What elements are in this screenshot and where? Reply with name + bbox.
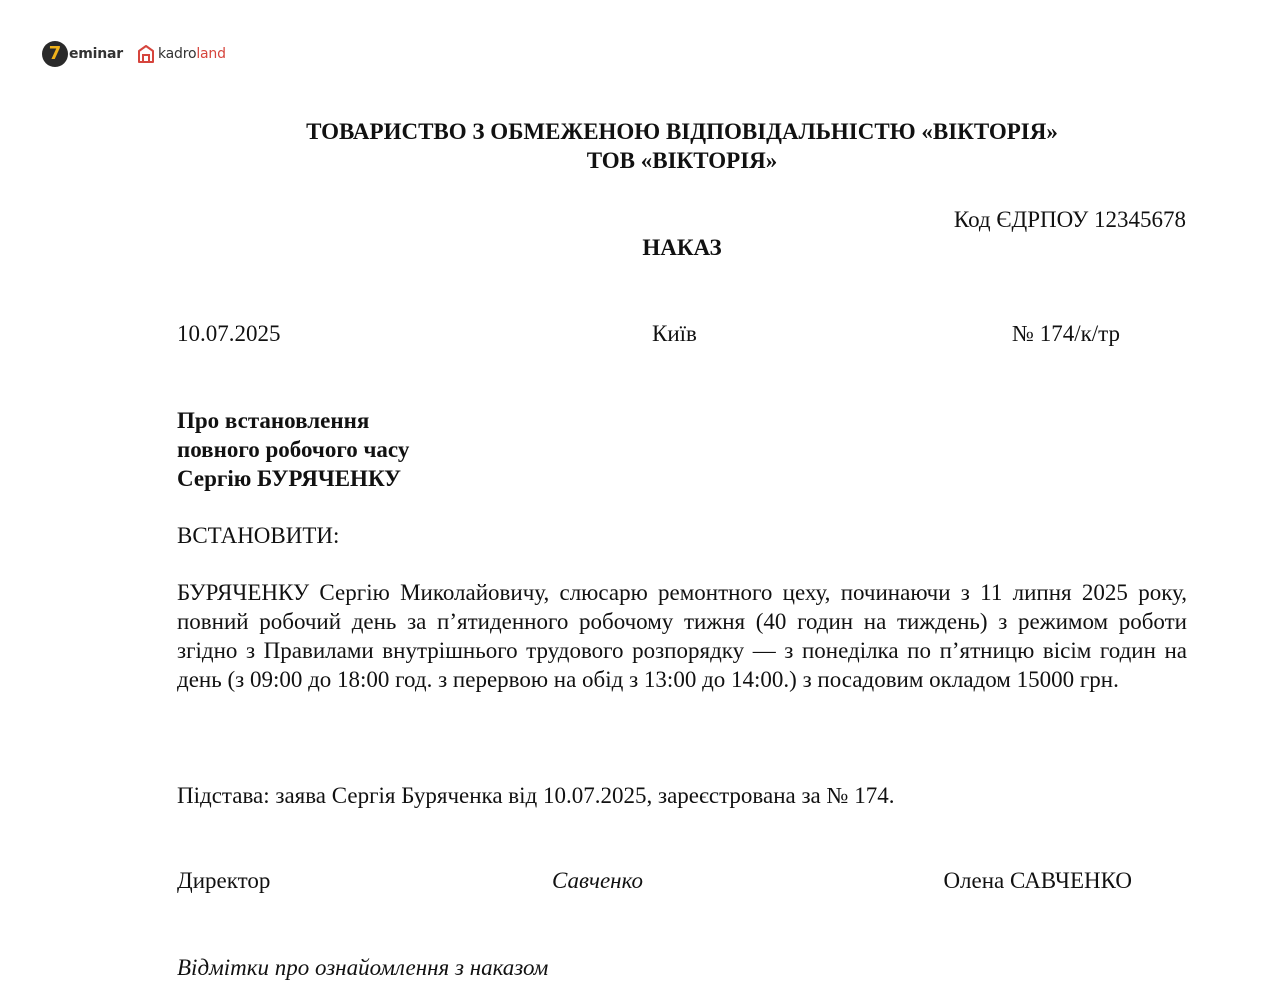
kadroland-logo-text [158,46,226,62]
document-subject [177,406,677,493]
signatory-position: Директор [177,868,271,893]
org-full-name: ТОВАРИСТВО З ОБМЕЖЕНОЮ ВІДПОВІДАЛЬНІСТЮ «ВІКТОРІЯ» [306,119,1058,144]
subject-line-2: повного робочого часу [177,437,410,462]
signatory-name: Олена САВЧЕНКО [943,868,1132,893]
kadroland-logo [137,44,226,64]
document-date: 10.07.2025 [177,321,281,346]
subject-line-1: Про встановлення [177,408,370,433]
directive-label: ВСТАНОВИТИ: [177,523,340,548]
subject-line-3: Сергію БУРЯЧЕНКУ [177,466,402,491]
kadroland-logo-text-b: land [196,46,226,62]
logo-row [42,40,226,68]
seminar-logo [42,41,123,67]
org-short-name: ТОВ «ВІКТОРІЯ» [586,148,778,173]
order-basis: Підстава: заява Сергія Буряченка від 10.07.2025, зареєстрована за № 174. [177,783,895,808]
seminar-logo-text: eminar [69,46,124,62]
acknowledgement-note: Відмітки про ознайомлення з наказом [177,955,549,980]
seminar-logo-mark: 7 [42,41,68,67]
document-city: Київ [652,321,697,346]
house-outline-icon [137,44,155,64]
document-title: НАКАЗ [642,235,722,260]
document-number: № 174/к/тр [1012,321,1120,346]
kadroland-logo-text-a: kadro [158,46,197,62]
order-body-paragraph: БУРЯЧЕНКУ Сергію Миколайовичу, слюсарю ремонтного цеху, починаючи з 11 липня 2025 року, повний робочий день за п’ятиденного робочому тижня (40 годин на тиждень) з режимом роботи згідно з Правилами внутрішнього трудового розпорядку — з понеділка по п’ятницю вісім годин на день (з 09:00 до 18:00 год. з перервою на обід з 13:00 до 14:00.) з посадовим окладом 15000 грн. [177,580,1187,692]
signature: Савченко [552,868,643,893]
edrpou-code: Код ЄДРПОУ 12345678 [953,207,1186,232]
